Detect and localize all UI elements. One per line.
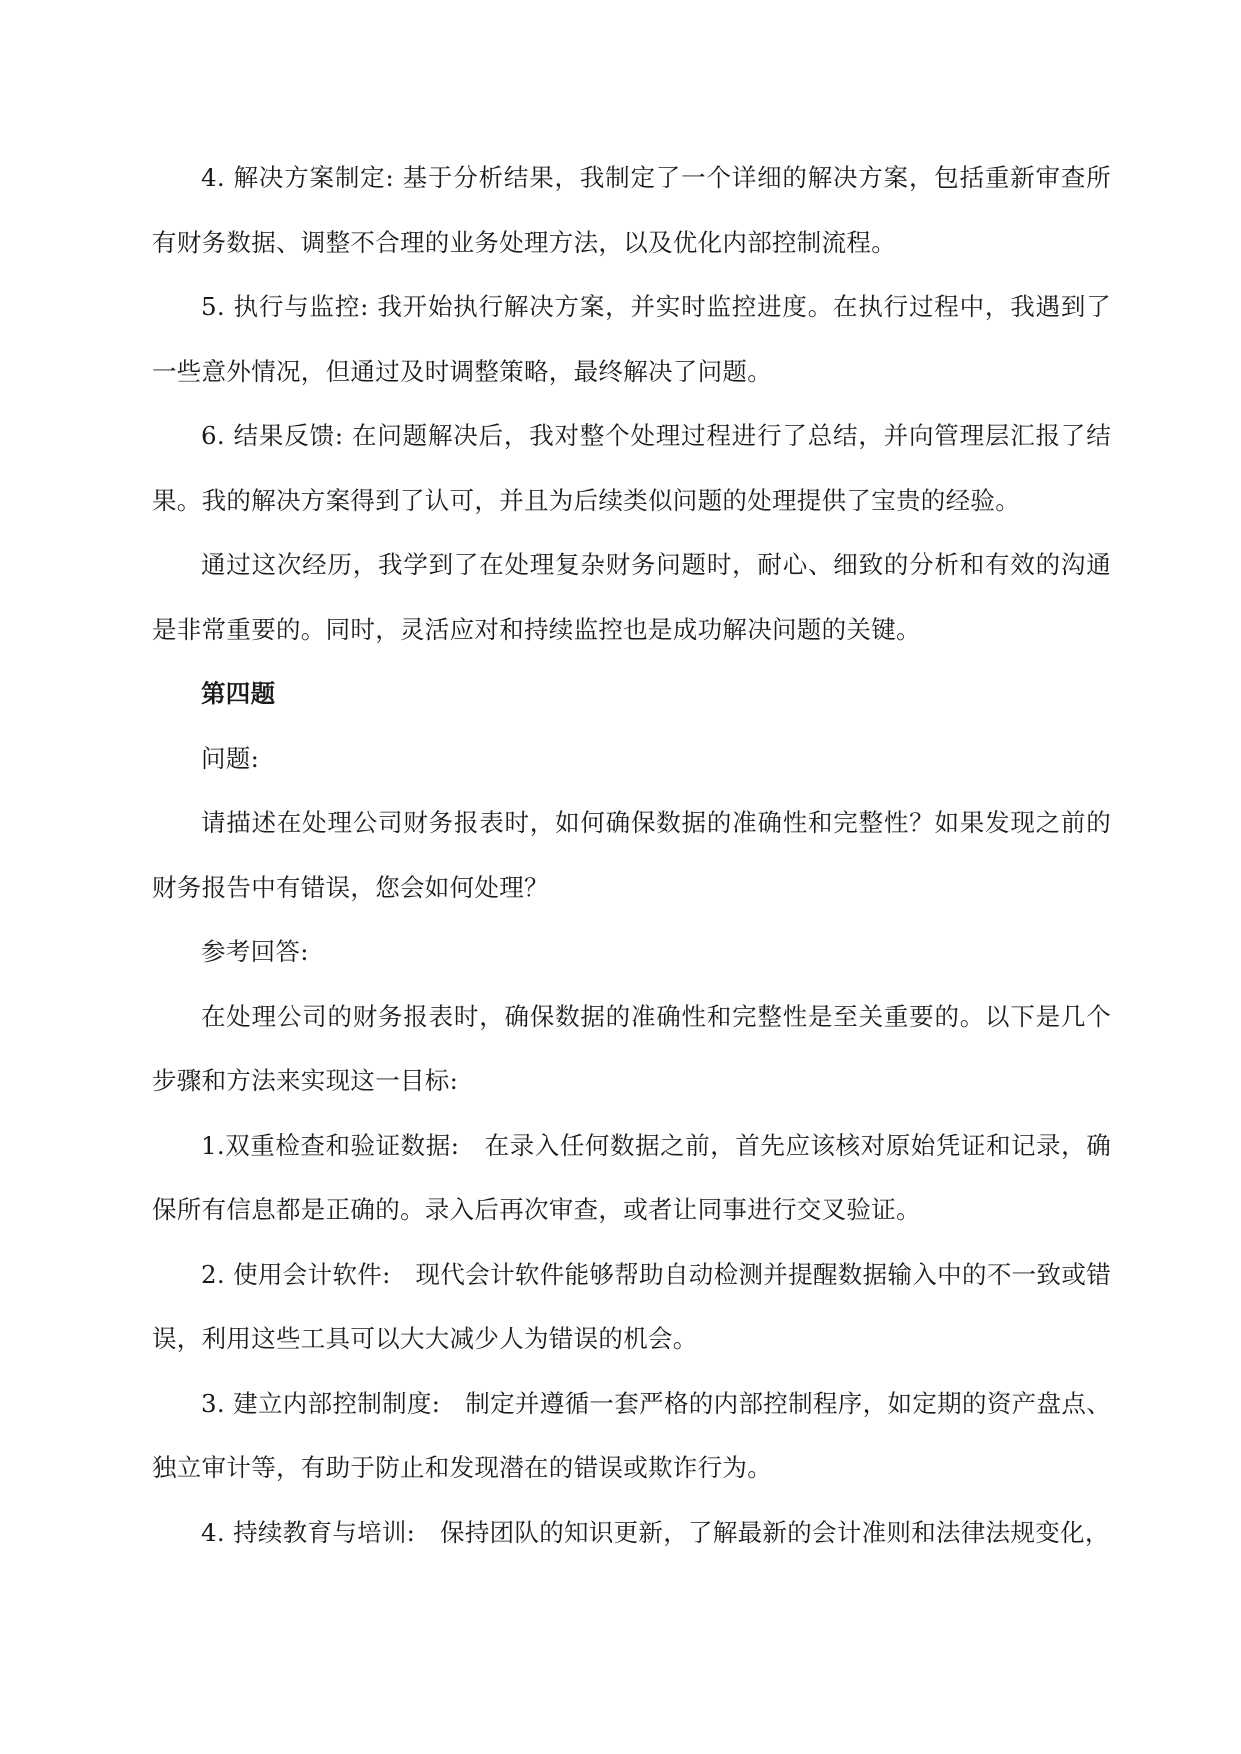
question-text: 请描述在处理公司财务报表时，如何确保数据的准确性和完整性？如果发现之前的财务报告中有错误，您会如何处理？	[152, 808, 1111, 902]
paragraph-step-4: 4. 解决方案制定: 基于分析结果，我制定了一个详细的解决方案，包括重新审查所有财务数据、调整不合理的业务处理方法，以及优化内部控制流程。	[152, 163, 1111, 257]
answer-step-1: 1.双重检查和验证数据: 在录入任何数据之前，首先应该核对原始凭证和记录，确保所有信息都是正确的。录入后再次审查，或者让同事进行交叉验证。	[152, 1130, 1111, 1224]
section-heading: 第四题	[201, 679, 276, 708]
answer-step-2: 2. 使用会计软件: 现代会计软件能够帮助自动检测并提醒数据输入中的不一致或错误，利用这些工具可以大大减少人为错误的机会。	[152, 1259, 1111, 1353]
paragraph-step-5: 5. 执行与监控: 我开始执行解决方案，并实时监控进度。在执行过程中，我遇到了一些意外情况，但通过及时调整策略，最终解决了问题。	[152, 292, 1111, 386]
answer-step-3: 3. 建立内部控制制度: 制定并遵循一套严格的内部控制程序，如定期的资产盘点、独立审计等，有助于防止和发现潜在的错误或欺诈行为。	[152, 1388, 1111, 1482]
question-label: 问题:	[201, 743, 260, 773]
paragraph-conclusion: 通过这次经历，我学到了在处理复杂财务问题时，耐心、细致的分析和有效的沟通是非常重要的。同时，灵活应对和持续监控也是成功解决问题的关键。	[152, 550, 1111, 644]
answer-label: 参考回答:	[201, 937, 309, 966]
paragraph-step-6: 6. 结果反馈: 在问题解决后，我对整个处理过程进行了总结，并向管理层汇报了结果。我的解决方案得到了认可，并且为后续类似问题的处理提供了宝贵的经验。	[152, 421, 1111, 515]
answer-step-4: 4. 持续教育与培训: 保持团队的知识更新，了解最新的会计准则和法律法规变化，	[201, 1517, 1110, 1547]
answer-intro: 在处理公司的财务报表时，确保数据的准确性和完整性是至关重要的。以下是几个步骤和方法来实现这一目标:	[152, 1001, 1111, 1095]
